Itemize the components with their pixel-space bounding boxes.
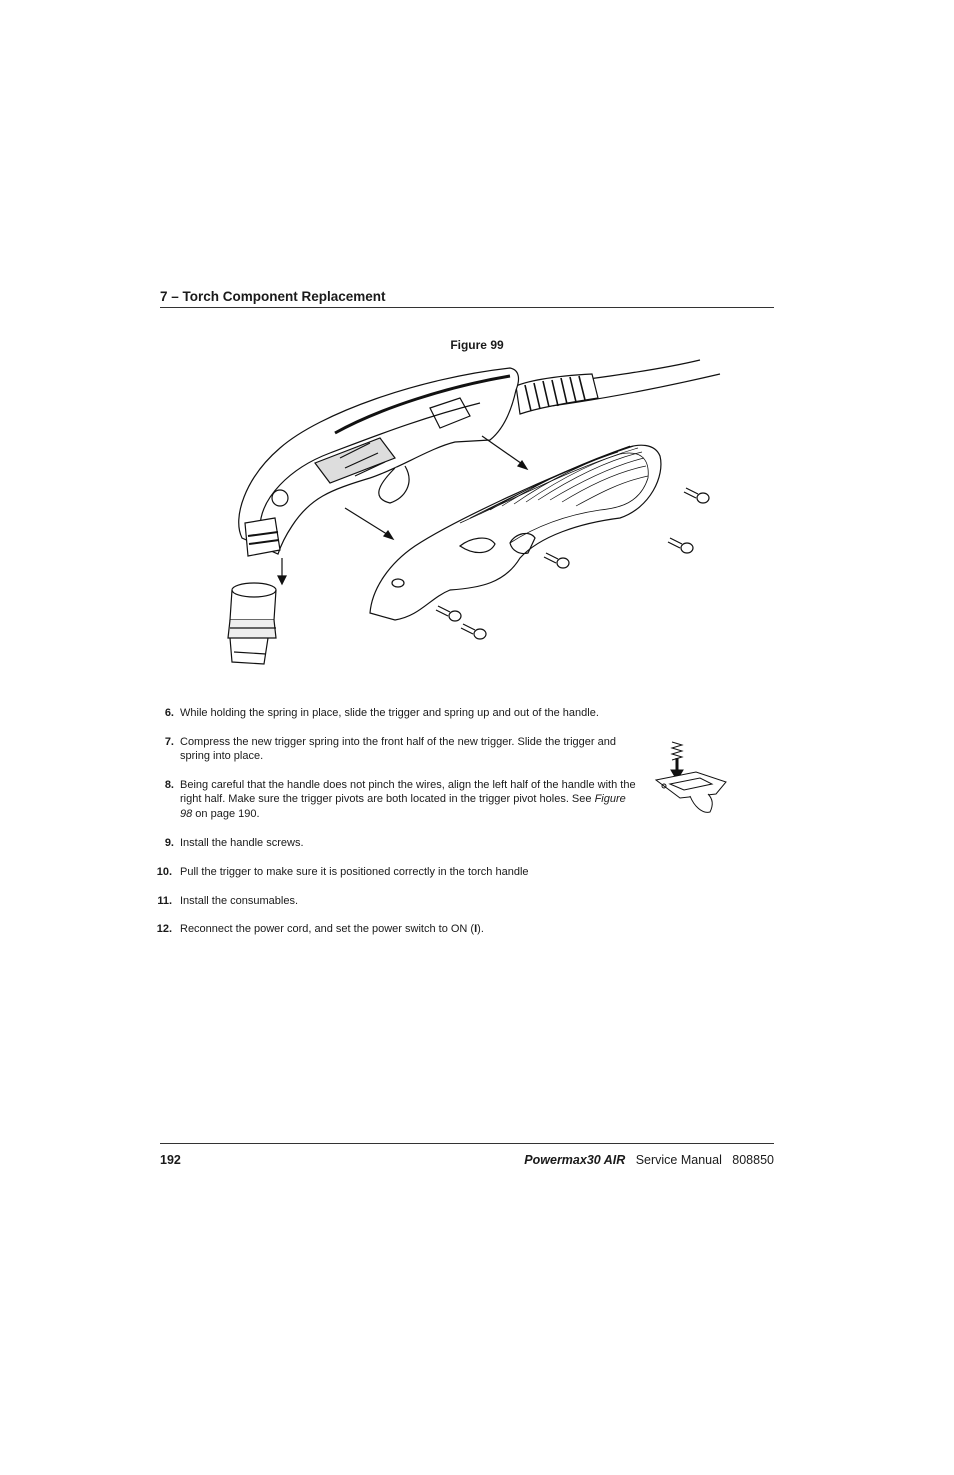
step-10 xyxy=(156,865,529,879)
step-text: Pull the trigger to make sure it is positioned correctly in the torch handle xyxy=(180,866,529,878)
step-6 xyxy=(160,706,599,720)
screw xyxy=(544,553,569,568)
step-8 xyxy=(160,778,640,821)
screw xyxy=(436,606,461,621)
handle-half xyxy=(370,445,661,620)
consumable-cartridge xyxy=(228,583,276,664)
step-text: Install the handle screws. xyxy=(180,837,304,849)
part-number: 808850 xyxy=(732,1153,774,1167)
step-text-end: on page 190. xyxy=(192,807,260,820)
footer-doc-info xyxy=(524,1153,774,1167)
step-text: Compress the new trigger spring into the front half of the new trigger. Slide the trigger and spring into place. xyxy=(180,736,616,763)
step-text-end: ). xyxy=(477,923,484,935)
step-number: 7. xyxy=(164,736,174,748)
step-11 xyxy=(157,894,299,908)
trigger-spring-icon xyxy=(650,738,730,818)
section-header: 7 – Torch Component Replacement xyxy=(160,289,386,304)
step-text: Being careful that the handle does not pinch the wires, align the left half of the handle with the right half. Make sure the trigger pivots are both located in the trigger pivot holes. See xyxy=(180,779,636,806)
step-number: 9. xyxy=(164,837,174,849)
step-text: Install the consumables. xyxy=(180,895,299,907)
product-name: Powermax30 AIR xyxy=(524,1153,626,1167)
torch-head xyxy=(245,518,280,556)
cable-boot xyxy=(516,374,598,414)
step-number: 11. xyxy=(157,895,172,907)
doc-type: Service Manual xyxy=(635,1153,722,1167)
step-number: 6. xyxy=(164,707,174,719)
screw xyxy=(684,488,709,503)
header-rule xyxy=(160,307,774,308)
step-number: 12. xyxy=(156,923,172,935)
screw xyxy=(461,624,486,639)
figure-caption: Figure 99 xyxy=(450,338,504,352)
step-text: While holding the spring in place, slide the trigger and spring up and out of the handle. xyxy=(180,707,599,719)
torch-exploded-illustration xyxy=(220,358,730,678)
step-9 xyxy=(160,836,304,850)
footer-rule xyxy=(160,1143,774,1144)
step-7 xyxy=(160,735,640,764)
step-text: Reconnect the power cord, and set the power switch to ON ( xyxy=(180,923,475,935)
figure-98-link[interactable]: Figure 98 xyxy=(180,793,626,820)
power-on-symbol: I xyxy=(474,923,478,935)
screw xyxy=(668,538,693,553)
step-12 xyxy=(156,922,484,936)
page-number: 192 xyxy=(160,1153,181,1167)
step-number: 8. xyxy=(164,779,174,791)
step-number: 10. xyxy=(156,866,172,878)
